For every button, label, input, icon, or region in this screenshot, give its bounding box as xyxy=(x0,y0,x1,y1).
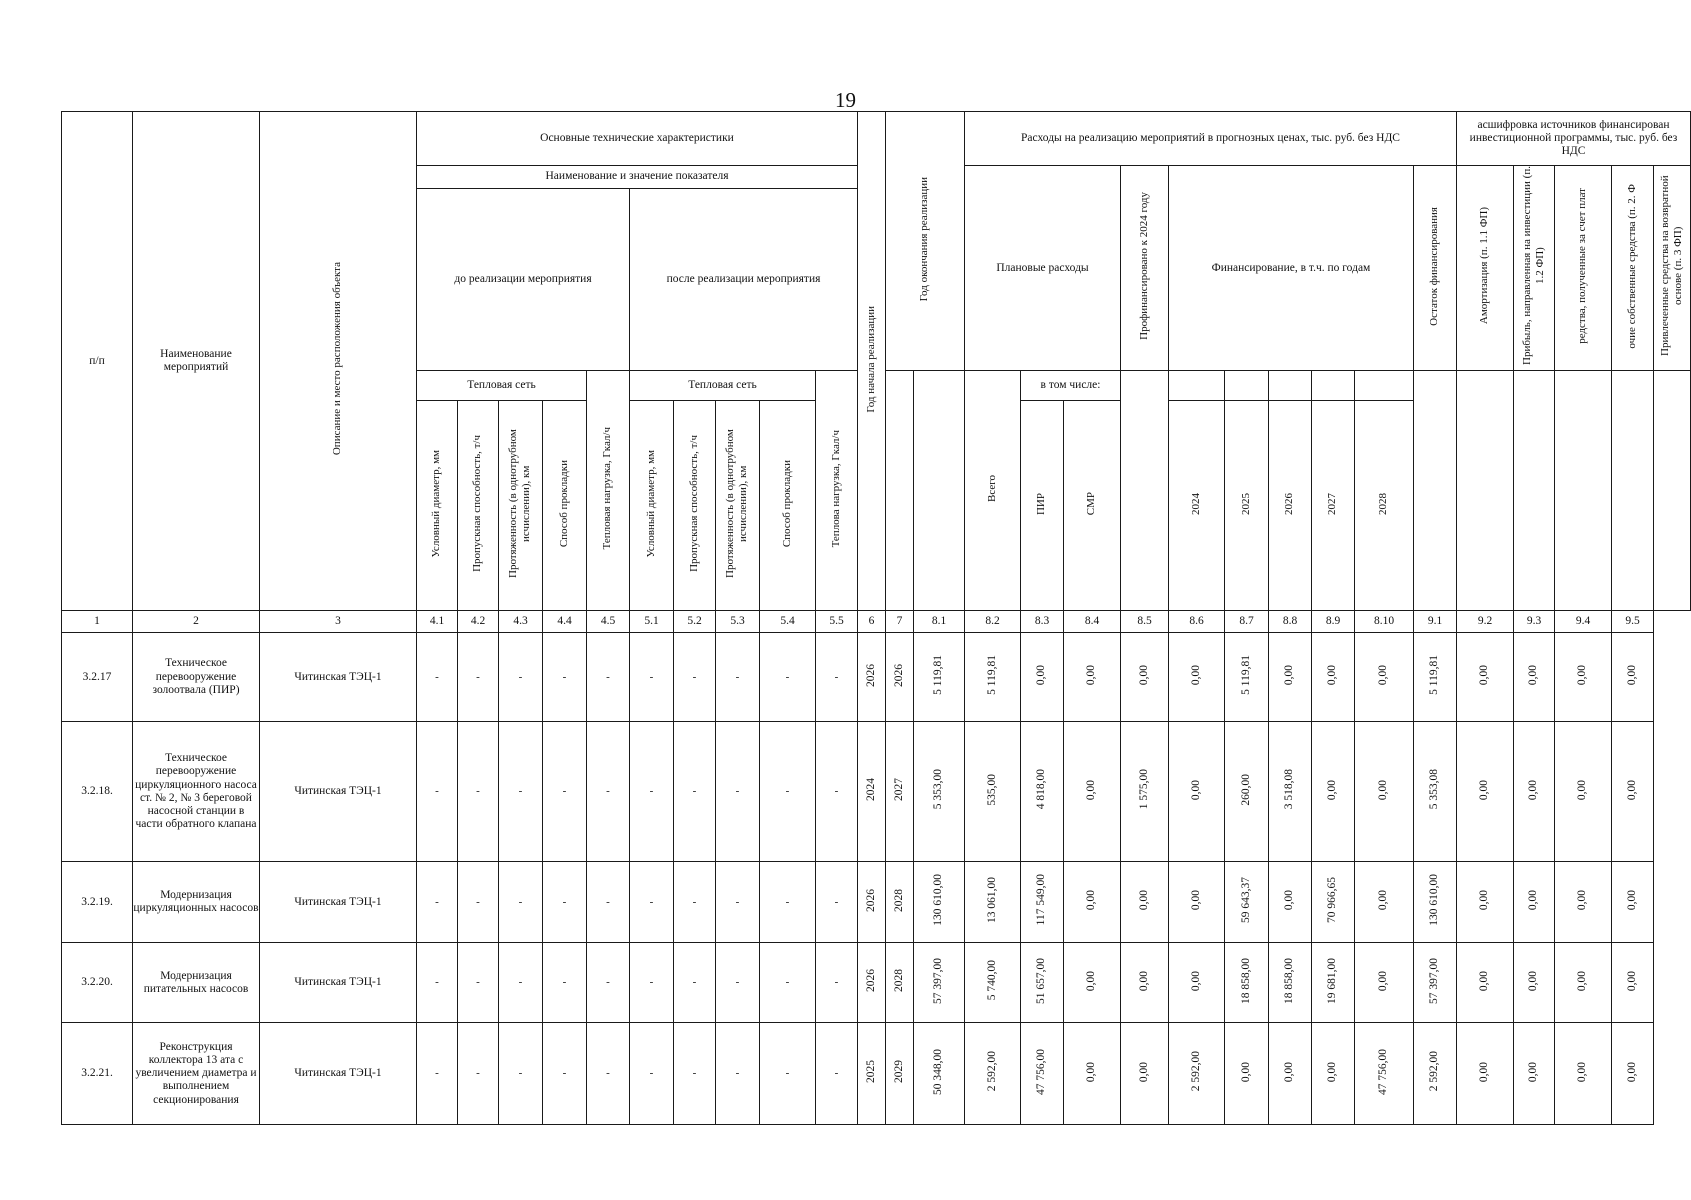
dash-cell: - xyxy=(458,722,499,862)
row-name: Техническое перевооружение циркуляционного насоса ст. № 2, № 3 береговой насосной станции в части обратного клапана xyxy=(133,722,260,862)
dash-cell: - xyxy=(630,943,674,1023)
row-y2027: 0,00 xyxy=(1269,633,1312,722)
header-y2027: 2027 xyxy=(1312,401,1355,611)
row-own: 0,00 xyxy=(1555,862,1612,943)
dash-cell: - xyxy=(587,862,630,943)
dash-cell: - xyxy=(630,1023,674,1125)
header-laying-before: Способ прокладки xyxy=(543,401,587,611)
header-fee: редства, полученные за счет плат xyxy=(1555,166,1612,371)
row-y2025: 0,00 xyxy=(1169,633,1225,722)
column-number: 8.7 xyxy=(1225,611,1269,633)
row-rest: 47 756,00 xyxy=(1355,1023,1414,1125)
row-start: 2026 xyxy=(858,633,886,722)
row-name: Техническое перевооружение золоотвала (ПИР) xyxy=(133,633,260,722)
header-laying-after: Способ прокладки xyxy=(760,401,816,611)
dash-cell: - xyxy=(499,633,543,722)
row-total: 5 119,81 xyxy=(914,633,965,722)
row-pir: 2 592,00 xyxy=(965,1023,1021,1125)
header-y2026: 2026 xyxy=(1269,401,1312,611)
row-smr: 51 657,00 xyxy=(1021,943,1064,1023)
header-name: Наименование мероприятий xyxy=(133,112,260,611)
column-number: 8.1 xyxy=(914,611,965,633)
column-number: 5.3 xyxy=(716,611,760,633)
column-number: 8.10 xyxy=(1355,611,1414,633)
dash-cell: - xyxy=(760,633,816,722)
dash-cell: - xyxy=(543,722,587,862)
investment-program-table xyxy=(61,111,1691,1125)
dash-cell: - xyxy=(674,862,716,943)
dash-cell: - xyxy=(816,1023,858,1125)
row-amort: 5 353,08 xyxy=(1414,722,1457,862)
dash-cell: - xyxy=(417,722,458,862)
header-y2028: 2028 xyxy=(1355,401,1414,611)
column-number: 2 xyxy=(133,611,260,633)
column-number: 4.4 xyxy=(543,611,587,633)
row-borrowed: 0,00 xyxy=(1612,862,1654,943)
dash-cell: - xyxy=(499,1023,543,1125)
header-num: п/п xyxy=(62,112,133,611)
header-sources: асшифровка источников финансирован инвестиционной программы, тыс. руб. без НДС xyxy=(1457,112,1691,166)
header-prefinanced: Профинансировано к 2024 году xyxy=(1121,166,1169,371)
row-location: Читинская ТЭЦ-1 xyxy=(260,633,417,722)
dash-cell: - xyxy=(760,862,816,943)
dash-cell: - xyxy=(499,722,543,862)
header-y2024: 2024 xyxy=(1169,401,1225,611)
row-own: 0,00 xyxy=(1555,722,1612,862)
dash-cell: - xyxy=(674,633,716,722)
row-pref: 0,00 xyxy=(1064,862,1121,943)
row-borrowed: 0,00 xyxy=(1612,1023,1654,1125)
row-y2027: 3 518,08 xyxy=(1269,722,1312,862)
row-y2024: 0,00 xyxy=(1121,1023,1169,1125)
dash-cell: - xyxy=(630,862,674,943)
row-pir: 5 119,81 xyxy=(965,633,1021,722)
column-number: 5.2 xyxy=(674,611,716,633)
column-number: 5.1 xyxy=(630,611,674,633)
row-rest: 0,00 xyxy=(1355,633,1414,722)
page-number: 19 xyxy=(835,88,856,112)
dash-cell: - xyxy=(630,722,674,862)
dash-cell: - xyxy=(458,862,499,943)
table-row xyxy=(62,633,1691,722)
header-location: Описание и место расположения объекта xyxy=(260,112,417,611)
row-name: Модернизация питательных насосов xyxy=(133,943,260,1023)
column-number: 6 xyxy=(858,611,886,633)
row-y2027: 0,00 xyxy=(1269,862,1312,943)
row-fee: 0,00 xyxy=(1514,1023,1555,1125)
row-borrowed: 0,00 xyxy=(1612,633,1654,722)
column-number: 4.2 xyxy=(458,611,499,633)
row-end: 2028 xyxy=(886,943,914,1023)
row-smr: 47 756,00 xyxy=(1021,1023,1064,1125)
header-load-after: Теплова нагрузка, Гкал/ч xyxy=(816,371,858,611)
row-rest: 0,00 xyxy=(1355,943,1414,1023)
row-profit: 0,00 xyxy=(1457,633,1514,722)
dash-cell: - xyxy=(417,943,458,1023)
row-total: 57 397,00 xyxy=(914,943,965,1023)
column-number: 8.5 xyxy=(1121,611,1169,633)
dash-cell: - xyxy=(716,1023,760,1125)
row-amort: 5 119,81 xyxy=(1414,633,1457,722)
header-capacity-after: Пропускная способность, т/ч xyxy=(674,401,716,611)
row-end: 2027 xyxy=(886,722,914,862)
dash-cell: - xyxy=(716,943,760,1023)
header-year-start: Год начала реализации xyxy=(858,112,886,611)
column-number: 4.3 xyxy=(499,611,543,633)
row-pir: 5 740,00 xyxy=(965,943,1021,1023)
row-location: Читинская ТЭЦ-1 xyxy=(260,1023,417,1125)
header-length-before: Протяженность (в однотрубном исчислении), км xyxy=(499,401,543,611)
header-total: Всего xyxy=(965,371,1021,611)
dash-cell: - xyxy=(587,722,630,862)
row-y2026: 59 643,37 xyxy=(1225,862,1269,943)
header-y2025: 2025 xyxy=(1225,401,1269,611)
column-number: 9.5 xyxy=(1612,611,1654,633)
row-rest: 0,00 xyxy=(1355,862,1414,943)
row-start: 2026 xyxy=(858,943,886,1023)
row-y2024: 0,00 xyxy=(1121,862,1169,943)
header-financing: Финансирование, в т.ч. по годам xyxy=(1169,166,1414,371)
row-start: 2024 xyxy=(858,722,886,862)
row-end: 2026 xyxy=(886,633,914,722)
header-network-before: Тепловая сеть xyxy=(417,371,587,401)
dash-cell: - xyxy=(716,862,760,943)
row-y2028: 19 681,00 xyxy=(1312,943,1355,1023)
row-name: Модернизация циркуляционных насосов xyxy=(133,862,260,943)
row-y2024: 0,00 xyxy=(1121,943,1169,1023)
row-y2028: 0,00 xyxy=(1312,633,1355,722)
dash-cell: - xyxy=(587,943,630,1023)
dash-cell: - xyxy=(760,943,816,1023)
row-location: Читинская ТЭЦ-1 xyxy=(260,943,417,1023)
header-remainder: Остаток финансирования xyxy=(1414,166,1457,371)
row-pref: 0,00 xyxy=(1064,722,1121,862)
row-pir: 13 061,00 xyxy=(965,862,1021,943)
row-profit: 0,00 xyxy=(1457,943,1514,1023)
row-number: 3.2.21. xyxy=(62,1023,133,1125)
column-number: 9.2 xyxy=(1457,611,1514,633)
column-number: 8.6 xyxy=(1169,611,1225,633)
dash-cell: - xyxy=(543,1023,587,1125)
row-total: 50 348,00 xyxy=(914,1023,965,1125)
table-row xyxy=(62,722,1691,862)
row-amort: 57 397,00 xyxy=(1414,943,1457,1023)
header-tech: Основные технические характеристики xyxy=(417,112,858,166)
row-fee: 0,00 xyxy=(1514,943,1555,1023)
row-y2027: 0,00 xyxy=(1269,1023,1312,1125)
dash-cell: - xyxy=(816,633,858,722)
row-number: 3.2.18. xyxy=(62,722,133,862)
row-number: 3.2.20. xyxy=(62,943,133,1023)
header-before: до реализации мероприятия xyxy=(417,189,630,371)
row-location: Читинская ТЭЦ-1 xyxy=(260,722,417,862)
column-number-row xyxy=(62,611,1691,633)
row-y2024: 1 575,00 xyxy=(1121,722,1169,862)
dash-cell: - xyxy=(499,943,543,1023)
row-y2025: 0,00 xyxy=(1169,862,1225,943)
dash-cell: - xyxy=(417,633,458,722)
header-year-end: Год окончания реализации xyxy=(886,112,965,371)
dash-cell: - xyxy=(417,862,458,943)
row-y2026: 0,00 xyxy=(1225,1023,1269,1125)
column-number: 9.4 xyxy=(1555,611,1612,633)
column-number: 4.1 xyxy=(417,611,458,633)
dash-cell: - xyxy=(499,862,543,943)
header-after: после реализации мероприятия xyxy=(630,189,858,371)
row-smr: 4 818,00 xyxy=(1021,722,1064,862)
header-own: очие собственные средства (п. 2. Ф xyxy=(1612,166,1654,371)
row-y2025: 0,00 xyxy=(1169,943,1225,1023)
row-y2027: 18 858,00 xyxy=(1269,943,1312,1023)
row-borrowed: 0,00 xyxy=(1612,722,1654,862)
header-pir: ПИР xyxy=(1021,401,1064,611)
header-indicator: Наименование и значение показателя xyxy=(417,166,858,189)
row-fee: 0,00 xyxy=(1514,633,1555,722)
header-amort: Амортизация (п. 1.1 ФП) xyxy=(1457,166,1514,371)
dash-cell: - xyxy=(543,633,587,722)
column-number: 8.3 xyxy=(1021,611,1064,633)
column-number: 4.5 xyxy=(587,611,630,633)
column-number: 3 xyxy=(260,611,417,633)
header-costs: Расходы на реализацию мероприятий в прогнозных ценах, тыс. руб. без НДС xyxy=(965,112,1457,166)
dash-cell: - xyxy=(587,1023,630,1125)
dash-cell: - xyxy=(760,722,816,862)
dash-cell: - xyxy=(716,633,760,722)
column-number: 5.5 xyxy=(816,611,858,633)
row-y2025: 2 592,00 xyxy=(1169,1023,1225,1125)
table-row xyxy=(62,1023,1691,1125)
dash-cell: - xyxy=(458,633,499,722)
row-profit: 0,00 xyxy=(1457,1023,1514,1125)
dash-cell: - xyxy=(630,633,674,722)
table-row xyxy=(62,862,1691,943)
table-row xyxy=(62,943,1691,1023)
dash-cell: - xyxy=(417,1023,458,1125)
column-number: 1 xyxy=(62,611,133,633)
column-number: 8.8 xyxy=(1269,611,1312,633)
row-y2024: 0,00 xyxy=(1121,633,1169,722)
header-capacity-before: Пропускная способность, т/ч xyxy=(458,401,499,611)
dash-cell: - xyxy=(716,722,760,862)
header-load-before: Тепловая нагрузка, Гкал/ч xyxy=(587,371,630,611)
dash-cell: - xyxy=(816,943,858,1023)
header-borrowed: Привлеченные средства на возвратной основе (п. 3 ФП) xyxy=(1654,166,1691,371)
row-own: 0,00 xyxy=(1555,1023,1612,1125)
dash-cell: - xyxy=(760,1023,816,1125)
row-fee: 0,00 xyxy=(1514,862,1555,943)
row-pref: 0,00 xyxy=(1064,633,1121,722)
header-incl: в том числе: xyxy=(1021,371,1121,401)
data-rows xyxy=(62,633,1691,1125)
row-total: 130 610,00 xyxy=(914,862,965,943)
row-start: 2025 xyxy=(858,1023,886,1125)
header-diam-after: Условный диаметр, мм xyxy=(630,401,674,611)
dash-cell: - xyxy=(674,943,716,1023)
row-own: 0,00 xyxy=(1555,943,1612,1023)
column-number: 8.2 xyxy=(965,611,1021,633)
row-pref: 0,00 xyxy=(1064,1023,1121,1125)
row-y2028: 0,00 xyxy=(1312,722,1355,862)
row-pir: 535,00 xyxy=(965,722,1021,862)
row-y2026: 18 858,00 xyxy=(1225,943,1269,1023)
header-network-after: Тепловая сеть xyxy=(630,371,816,401)
column-number: 7 xyxy=(886,611,914,633)
row-y2028: 0,00 xyxy=(1312,1023,1355,1125)
header-planned: Плановые расходы xyxy=(965,166,1121,371)
row-smr: 117 549,00 xyxy=(1021,862,1064,943)
column-number: 8.4 xyxy=(1064,611,1121,633)
row-y2025: 0,00 xyxy=(1169,722,1225,862)
row-fee: 0,00 xyxy=(1514,722,1555,862)
dash-cell: - xyxy=(458,943,499,1023)
row-smr: 0,00 xyxy=(1021,633,1064,722)
header-smr: СМР xyxy=(1064,401,1121,611)
row-number: 3.2.17 xyxy=(62,633,133,722)
row-amort: 130 610,00 xyxy=(1414,862,1457,943)
row-end: 2028 xyxy=(886,862,914,943)
row-y2026: 260,00 xyxy=(1225,722,1269,862)
dash-cell: - xyxy=(674,1023,716,1125)
row-location: Читинская ТЭЦ-1 xyxy=(260,862,417,943)
row-borrowed: 0,00 xyxy=(1612,943,1654,1023)
column-number: 9.3 xyxy=(1514,611,1555,633)
dash-cell: - xyxy=(674,722,716,862)
row-name: Реконструкция коллектора 13 ата с увеличением диаметра и выполнением секционирования xyxy=(133,1023,260,1125)
column-number: 9.1 xyxy=(1414,611,1457,633)
header-diam-before: Условный диаметр, мм xyxy=(417,401,458,611)
row-amort: 2 592,00 xyxy=(1414,1023,1457,1125)
row-y2028: 70 966,65 xyxy=(1312,862,1355,943)
row-start: 2026 xyxy=(858,862,886,943)
header-length-after: Протяженность (в однотрубном исчислении), км xyxy=(716,401,760,611)
row-total: 5 353,00 xyxy=(914,722,965,862)
dash-cell: - xyxy=(587,633,630,722)
dash-cell: - xyxy=(816,722,858,862)
dash-cell: - xyxy=(543,862,587,943)
row-own: 0,00 xyxy=(1555,633,1612,722)
row-number: 3.2.19. xyxy=(62,862,133,943)
row-pref: 0,00 xyxy=(1064,943,1121,1023)
row-rest: 0,00 xyxy=(1355,722,1414,862)
dash-cell: - xyxy=(543,943,587,1023)
row-y2026: 5 119,81 xyxy=(1225,633,1269,722)
row-profit: 0,00 xyxy=(1457,862,1514,943)
column-number: 5.4 xyxy=(760,611,816,633)
row-end: 2029 xyxy=(886,1023,914,1125)
row-profit: 0,00 xyxy=(1457,722,1514,862)
dash-cell: - xyxy=(458,1023,499,1125)
dash-cell: - xyxy=(816,862,858,943)
header-profit: Прибыль, направленная на инвестиции (п. 1.2 ФП) xyxy=(1514,166,1555,371)
column-number: 8.9 xyxy=(1312,611,1355,633)
